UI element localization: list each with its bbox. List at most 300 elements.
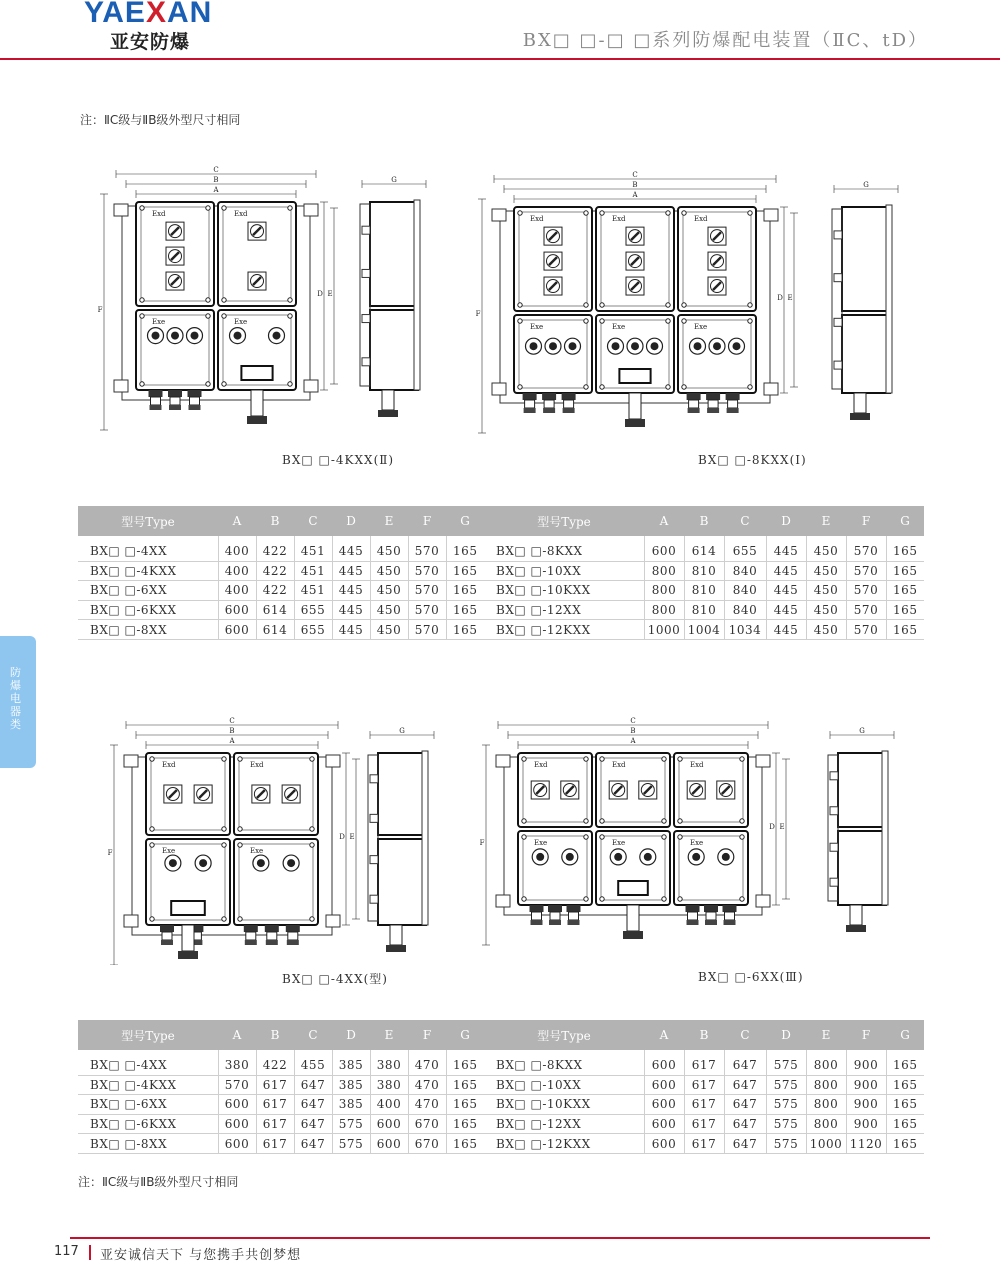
dimension-label: D (339, 833, 345, 841)
screw-icon (584, 385, 588, 389)
dimension-label: E (787, 294, 793, 302)
screw-icon (140, 298, 144, 302)
side-view-upper (370, 202, 418, 306)
note-top: 注：ⅡC级与ⅡB级外型尺寸相同 (80, 113, 241, 127)
dimension-cell: 450 (370, 536, 408, 561)
dimension-cell: 614 (684, 536, 724, 561)
dimension-cell: 570 (846, 581, 886, 601)
screw-icon (748, 319, 752, 323)
module-label: Exd (534, 761, 548, 769)
dimension-cell: 165 (886, 1095, 924, 1115)
cable-gland-icon (706, 393, 720, 400)
module-label: Exd (612, 215, 626, 223)
dimension-cell: 900 (846, 1075, 886, 1095)
side-bracket (370, 895, 378, 903)
dimension-cell: 400 (218, 561, 256, 581)
dimension-cell: 445 (766, 581, 806, 601)
table-header-cell: C (724, 506, 766, 536)
dimension-cell: 600 (370, 1114, 408, 1134)
table-header-cell: A (644, 506, 684, 536)
dimension-cell: 647 (724, 1134, 766, 1154)
mounting-lug (496, 895, 510, 907)
screw-icon (310, 757, 314, 761)
dimension-cell: 600 (218, 1134, 256, 1154)
table-header-cell: G (886, 1020, 924, 1050)
dimension-cell: 647 (724, 1075, 766, 1095)
dimension-cell: 810 (684, 561, 724, 581)
module-label: Exe (530, 323, 544, 331)
side-bracket (830, 772, 838, 780)
brand-logo-text: YAEXAN (84, 0, 213, 29)
screw-icon (748, 303, 752, 307)
side-view-lower (842, 315, 890, 393)
table-row (78, 620, 924, 640)
dimension-cell: 165 (886, 1134, 924, 1154)
dimension-label: G (399, 727, 405, 735)
cable-gland-icon (686, 905, 700, 912)
table-header-row (78, 1020, 924, 1050)
dimension-cell: 1004 (684, 620, 724, 640)
dimension-label: A (229, 737, 235, 745)
screw-icon (678, 897, 682, 901)
table-header-cell: D (766, 1020, 806, 1050)
model-cell: BX□ □-12XX (484, 600, 644, 620)
side-view-upper (378, 753, 426, 835)
dimension-cell: 380 (218, 1050, 256, 1075)
screw-icon (222, 206, 226, 210)
table-header-cell: A (218, 1020, 256, 1050)
drawing-8kxx (464, 165, 924, 445)
nameplate-window (619, 369, 650, 383)
model-cell: BX□ □-4XX (78, 536, 218, 561)
screw-icon (600, 819, 604, 823)
page-title: BX□ □-□ □系列防爆配电装置（ⅡC、tD） (522, 30, 928, 51)
model-cell: BX□ □-10KXX (484, 581, 644, 601)
screw-icon (600, 303, 604, 307)
dimension-cell: 165 (886, 581, 924, 601)
dimension-cell: 810 (684, 581, 724, 601)
model-cell: BX□ □-10XX (484, 561, 644, 581)
screw-icon (584, 303, 588, 307)
side-bracket (834, 274, 842, 282)
mounting-lug (492, 383, 506, 395)
table-header-row (78, 506, 924, 536)
dimension-cell: 617 (684, 1114, 724, 1134)
screw-icon (740, 835, 744, 839)
table-header-cell: F (846, 1020, 886, 1050)
screw-icon (584, 319, 588, 323)
module-label: Exe (612, 839, 626, 847)
screw-icon (222, 827, 226, 831)
dimension-cell: 165 (886, 620, 924, 640)
model-cell: BX□ □-6KXX (78, 600, 218, 620)
screw-icon (222, 757, 226, 761)
dimension-cell: 570 (408, 536, 446, 561)
dimension-cell: 647 (294, 1134, 332, 1154)
cable-gland-icon (723, 905, 737, 912)
enclosure-module (596, 753, 670, 827)
table-row (78, 536, 924, 561)
dimension-cell: 570 (846, 600, 886, 620)
dimension-cell: 455 (294, 1050, 332, 1075)
mounting-lug (496, 755, 510, 767)
mounting-lug (114, 204, 128, 216)
dimension-cell: 422 (256, 561, 294, 581)
screw-icon (662, 819, 666, 823)
dimension-cell: 570 (408, 581, 446, 601)
screw-icon (150, 757, 154, 761)
dimension-cell: 385 (332, 1095, 370, 1115)
cable-gland-icon (726, 393, 740, 400)
dimension-cell: 422 (256, 536, 294, 561)
table-header-cell: C (294, 506, 332, 536)
screw-icon (666, 385, 670, 389)
dimension-cell: 450 (370, 561, 408, 581)
dimension-cell: 450 (370, 600, 408, 620)
table-header-cell: D (766, 506, 806, 536)
dimension-cell: 647 (294, 1114, 332, 1134)
main-inlet-gland-icon (629, 393, 641, 419)
screw-icon (584, 819, 588, 823)
screw-icon (522, 897, 526, 901)
dimension-cell: 655 (724, 536, 766, 561)
dimension-cell: 647 (724, 1050, 766, 1075)
dimension-cell: 670 (408, 1134, 446, 1154)
screw-icon (518, 303, 522, 307)
mounting-lug (326, 915, 340, 927)
module-label: Exe (694, 323, 708, 331)
dimension-cell: 1120 (846, 1134, 886, 1154)
dimension-cell: 165 (886, 1050, 924, 1075)
dimension-cell: 400 (370, 1095, 408, 1115)
side-bracket (834, 318, 842, 326)
screw-icon (682, 385, 686, 389)
dimension-cell: 165 (886, 536, 924, 561)
dimension-cell: 600 (218, 1095, 256, 1115)
screw-icon (522, 757, 526, 761)
model-cell: BX□ □-8XX (78, 1134, 218, 1154)
module-label: Exe (234, 318, 248, 326)
drawing-4xx (96, 705, 476, 965)
side-bracket (362, 315, 370, 323)
screw-icon (222, 917, 226, 921)
dimension-label: F (479, 839, 485, 847)
screw-icon (662, 835, 666, 839)
enclosure-module (518, 753, 592, 827)
footer-separator (89, 1245, 91, 1260)
side-gland-icon (382, 390, 394, 410)
screw-icon (222, 382, 226, 386)
screw-icon (518, 319, 522, 323)
side-bracket (370, 814, 378, 822)
main-inlet-gland-icon (627, 905, 639, 931)
dimension-cell: 445 (766, 620, 806, 640)
screw-icon (678, 757, 682, 761)
enclosure-module (518, 831, 592, 905)
cable-gland-icon (548, 905, 562, 912)
dimension-cell: 165 (446, 1095, 484, 1115)
dimension-cell: 450 (806, 581, 846, 601)
screw-icon (288, 314, 292, 318)
screw-icon (600, 319, 604, 323)
screw-icon (682, 319, 686, 323)
dimension-cell: 570 (408, 600, 446, 620)
screw-icon (140, 206, 144, 210)
dimension-label: F (475, 310, 481, 318)
dimension-label: G (391, 176, 397, 184)
nameplate-window (618, 881, 648, 895)
table-header-cell: D (332, 506, 370, 536)
side-view-lower (838, 831, 886, 905)
dimension-cell: 570 (846, 536, 886, 561)
dimension-label: G (859, 727, 865, 735)
screw-icon (666, 211, 670, 215)
table-header-cell: C (724, 1020, 766, 1050)
mounting-lug (326, 755, 340, 767)
dimension-cell: 655 (294, 600, 332, 620)
dimension-cell: 165 (446, 620, 484, 640)
nameplate-window (241, 366, 272, 380)
dimension-cell: 445 (766, 561, 806, 581)
mounting-lug (124, 915, 138, 927)
screw-icon (518, 211, 522, 215)
screw-icon (522, 819, 526, 823)
screw-icon (740, 757, 744, 761)
dimension-cell: 380 (370, 1050, 408, 1075)
dimension-label: C (229, 717, 235, 725)
dimension-cell: 575 (766, 1114, 806, 1134)
screw-icon (740, 819, 744, 823)
spec-table-top (78, 506, 924, 640)
drawing-4kxx (88, 160, 448, 445)
header-divider (0, 58, 1000, 60)
dimension-cell: 800 (644, 561, 684, 581)
module-label: Exd (152, 210, 166, 218)
screw-icon (682, 303, 686, 307)
screw-icon (222, 843, 226, 847)
dimension-cell: 380 (370, 1075, 408, 1095)
dimension-cell: 165 (446, 1114, 484, 1134)
dimension-cell: 445 (332, 536, 370, 561)
screw-icon (666, 319, 670, 323)
table-header-cell: D (332, 1020, 370, 1050)
dimension-cell: 617 (256, 1075, 294, 1095)
dimension-label: F (97, 306, 103, 314)
dimension-cell: 451 (294, 536, 332, 561)
dimension-cell: 450 (806, 600, 846, 620)
cable-gland-icon (523, 393, 537, 400)
brand-logo (84, 0, 212, 30)
dimension-cell: 445 (332, 620, 370, 640)
table-header-cell: C (294, 1020, 332, 1050)
screw-icon (238, 917, 242, 921)
screw-icon (678, 819, 682, 823)
dimension-cell: 600 (644, 1114, 684, 1134)
dimension-cell: 470 (408, 1075, 446, 1095)
dimension-cell: 840 (724, 581, 766, 601)
table-header-cell: G (886, 506, 924, 536)
dimension-cell: 570 (408, 561, 446, 581)
dimension-cell: 445 (332, 600, 370, 620)
mounting-lug (304, 380, 318, 392)
screw-icon (288, 298, 292, 302)
enclosure-module (146, 753, 230, 835)
module-label: Exd (162, 761, 176, 769)
dimension-label: A (630, 737, 636, 745)
dimension-cell: 165 (886, 561, 924, 581)
screw-icon (206, 298, 210, 302)
screw-icon (150, 843, 154, 847)
drawing-caption: BX□ □-8KXX(Ⅰ) (698, 453, 807, 467)
screw-icon (584, 757, 588, 761)
table-row (78, 1050, 924, 1075)
side-gland-icon (390, 925, 402, 945)
dimension-cell: 600 (644, 1134, 684, 1154)
table-row (78, 1134, 924, 1154)
dimension-cell: 647 (294, 1095, 332, 1115)
dimension-label: E (349, 833, 355, 841)
side-bracket (362, 226, 370, 234)
cable-gland-icon (286, 925, 300, 932)
table-header-cell: E (806, 506, 846, 536)
page-number: 117 (54, 1244, 79, 1259)
side-bracket (834, 361, 842, 369)
screw-icon (140, 314, 144, 318)
dimension-cell: 470 (408, 1095, 446, 1115)
screw-icon (584, 897, 588, 901)
dimension-cell: 800 (806, 1075, 846, 1095)
model-cell: BX□ □-6KXX (78, 1114, 218, 1134)
dimension-cell: 617 (684, 1095, 724, 1115)
dimension-cell: 575 (332, 1134, 370, 1154)
brand-name-cn: 亚安防爆 (110, 31, 191, 53)
dimension-cell: 165 (446, 1075, 484, 1095)
dimension-cell: 1000 (806, 1134, 846, 1154)
module-label: Exd (250, 761, 264, 769)
dimension-cell: 445 (332, 581, 370, 601)
dimension-cell: 600 (218, 1114, 256, 1134)
model-cell: BX□ □-12KXX (484, 620, 644, 640)
dimension-cell: 647 (724, 1114, 766, 1134)
dimension-cell: 900 (846, 1095, 886, 1115)
panel-drawing-svg (464, 165, 924, 445)
dimension-cell: 450 (370, 581, 408, 601)
side-bracket (830, 843, 838, 851)
screw-icon (222, 314, 226, 318)
screw-icon (310, 843, 314, 847)
dimension-label: C (632, 171, 638, 179)
dimension-cell: 445 (332, 561, 370, 581)
side-bracket (370, 775, 378, 783)
cable-gland-icon (244, 925, 258, 932)
module-label: Exe (250, 847, 264, 855)
dimension-cell: 450 (806, 536, 846, 561)
screw-icon (584, 835, 588, 839)
table-header-cell: A (218, 506, 256, 536)
screw-icon (518, 385, 522, 389)
dimension-cell: 800 (806, 1114, 846, 1134)
dimension-cell: 800 (806, 1095, 846, 1115)
screw-icon (600, 385, 604, 389)
dimension-label: A (213, 186, 219, 194)
module-label: Exd (612, 761, 626, 769)
dimension-cell: 422 (256, 1050, 294, 1075)
dimension-cell: 575 (766, 1050, 806, 1075)
dimension-cell: 422 (256, 581, 294, 601)
mounting-lug (764, 383, 778, 395)
model-cell: BX□ □-12KXX (484, 1134, 644, 1154)
dimension-cell: 445 (766, 600, 806, 620)
side-bracket (370, 856, 378, 864)
table-header-cell: E (370, 1020, 408, 1050)
table-header-cell: 型号Type (78, 506, 218, 536)
dimension-cell: 450 (806, 561, 846, 581)
dimension-cell: 575 (766, 1134, 806, 1154)
module-label: Exe (162, 847, 176, 855)
dimension-cell: 800 (644, 581, 684, 601)
dimension-cell: 647 (294, 1075, 332, 1095)
table-header-cell: B (684, 1020, 724, 1050)
mounting-lug (124, 755, 138, 767)
dimension-cell: 617 (256, 1095, 294, 1115)
dimension-cell: 840 (724, 600, 766, 620)
dimension-label: C (213, 166, 219, 174)
drawing-caption: BX□ □-4KXX(Ⅱ) (282, 453, 395, 467)
screw-icon (662, 757, 666, 761)
dimension-cell: 600 (218, 600, 256, 620)
dimension-cell: 165 (446, 1050, 484, 1075)
table-row (78, 581, 924, 601)
screw-icon (584, 211, 588, 215)
screw-icon (600, 211, 604, 215)
table-header-cell: E (806, 1020, 846, 1050)
screw-icon (740, 897, 744, 901)
cable-gland-icon (160, 925, 174, 932)
mounting-lug (764, 209, 778, 221)
module-label: Exe (612, 323, 626, 331)
dimension-label: E (779, 823, 785, 831)
screw-icon (662, 897, 666, 901)
side-view-lower (370, 310, 418, 390)
note-bottom: 注：ⅡC级与ⅡB级外型尺寸相同 (78, 1175, 239, 1189)
panel-drawing-svg (88, 160, 448, 445)
cable-gland-icon (567, 905, 581, 912)
cable-gland-icon (530, 905, 544, 912)
dimension-cell: 614 (256, 600, 294, 620)
dimension-cell: 445 (766, 536, 806, 561)
dimension-cell: 575 (332, 1114, 370, 1134)
dimension-cell: 647 (724, 1095, 766, 1115)
footer-divider (70, 1237, 930, 1239)
screw-icon (522, 835, 526, 839)
model-cell: BX□ □-6XX (78, 1095, 218, 1115)
model-cell: BX□ □-10KXX (484, 1095, 644, 1115)
cable-gland-icon (188, 390, 202, 397)
cable-gland-icon (687, 393, 701, 400)
enclosure-module (136, 310, 214, 390)
dimension-cell: 165 (446, 581, 484, 601)
screw-icon (682, 211, 686, 215)
model-cell: BX□ □-8XX (78, 620, 218, 640)
drawing-6xx (470, 705, 930, 965)
panel-drawing-svg (470, 705, 930, 965)
dimension-cell: 165 (446, 600, 484, 620)
drawing-caption: BX□ □-4XX(型) (282, 972, 388, 986)
main-inlet-gland-icon (182, 925, 194, 951)
dimension-cell: 570 (846, 561, 886, 581)
dimension-cell: 810 (684, 600, 724, 620)
model-cell: BX□ □-8KXX (484, 536, 644, 561)
